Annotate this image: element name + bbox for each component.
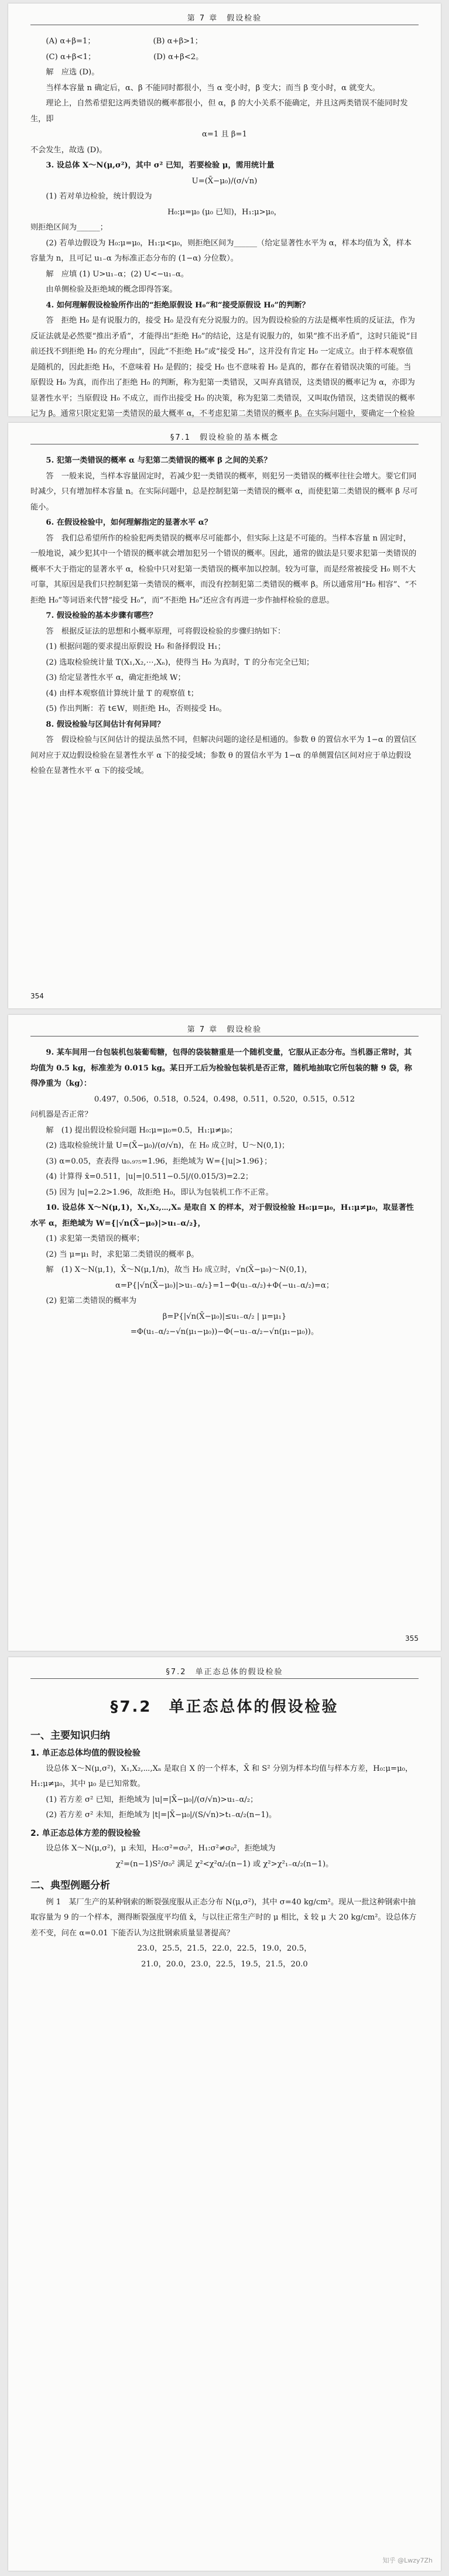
para: 不会发生，故选 (D)。 — [30, 145, 107, 155]
step: (2) 选取检验统计量 T(X₁,X₂,⋯,Xₙ)，使得当 H₀ 为真时，T 的分布完全已知； — [46, 658, 314, 667]
para: 解 (1) X～N(μ,1)，X̄～N(μ,1/n)，故当 H₀ 成立时，√n(X̄−μ₀)～N(0,1)， — [46, 1265, 313, 1274]
subsection-heading: 2. 单正态总体方差的假设检验 — [30, 1828, 140, 1838]
question: 4. 如何理解假设检验所作出的“拒绝原假设 H₀”和“接受原假设 H₀”的判断？ — [46, 300, 310, 310]
formula: χ²=(n−1)S²/σ₀² 满足 χ²<χ²α/₂(n−1) 或 χ²>χ²₁₋α/₂(n−1)。 — [115, 1859, 334, 1869]
formula: =Φ(u₁₋α/₂−√n(μ₁−μ₀))−Φ(−u₁₋α/₂−√n(μ₁−μ₀))。 — [130, 1328, 319, 1336]
page-body — [30, 453, 419, 779]
answer-line: 解 应选 (D)。 — [46, 68, 100, 77]
section-heading: 一、主要知识归纳 — [30, 1729, 110, 1742]
data-values: 21.0，20.0，23.0，22.5，19.5，21.5，20.0 — [141, 1959, 308, 1969]
page-header: §7.2 单正态总体的假设检验 — [166, 1668, 283, 1677]
page-header: §7.1 假设检验的基本概念 — [170, 433, 279, 442]
question: 7. 假设检验的基本步骤有哪些？ — [46, 611, 157, 620]
step: (4) 计算得 x̄=0.511，|u|=|0.511−0.5|/(0.015/3)=2.2； — [46, 1172, 253, 1181]
page-header: 第 7 章 假设检验 — [187, 14, 262, 23]
para: 设总体 X～N(μ,σ²)，X₁,X₂,⋯,Xₙ 是取自 X 的一个样本，X̄ 和 S² 分别为样本均值与样本方差，H₀:μ=μ₀，H₁:μ≠μ₀，其中 μ₀ 是已知常数。 — [30, 1764, 413, 1788]
question: 6. 在假设检验中，如何理解指定的显著水平 α？ — [46, 518, 212, 527]
page-body — [30, 1688, 419, 1972]
step: (2) 选取检验统计量 U=(X̄−μ₀)/(σ/√n)，在 H₀ 成立时，U～N(0,1)； — [46, 1141, 290, 1150]
para: 理论上，自然希望犯这两类错误的概率都很小，但 α，β 的大小关系不能确定，并且这两类错误不能同时发生，即 — [30, 99, 408, 124]
para: (2) 若方差 σ² 未知，拒绝域为 |t|=|X̄−μ₀|/(S/√n)>t₁₋α/₂(n−1)。 — [46, 1811, 277, 1819]
para: 答 假设检验与区间估计的提法虽然不同，但解决问题的途径是相通的。参数 θ 的置信水平为 1−α 的置信区间对应于双边假设检验在显著性水平 α 下的接受域；参数 θ 的置信水平为 1−α 的单侧置信区间对应于单边假设检验在显著性水平 α 下的接受域。 — [30, 735, 417, 775]
step: (3) 给定显著性水平 α，确定拒绝域 W； — [46, 673, 186, 682]
page-4 — [8, 1657, 441, 2571]
question: 10. 设总体 X～N(μ,1)，X₁,X₂,⋯,Xₙ 是取自 X 的样本，对于假设检验 H₀:μ=μ₀，H₁:μ≠μ₀，取显著性水平 α，拒绝域为 W={|√n(X̄−μ₀)|>u₁₋α/₂}， — [30, 1203, 414, 1228]
para: (2) 当 μ=μ₁ 时，求犯第二类错误的概率 β。 — [46, 1250, 199, 1259]
option-ab: (A) α+β=1； (B) α+β>1； — [46, 37, 203, 46]
step: (5) 作出判断：若 t∈W，则拒绝 H₀，否则接受 H₀。 — [46, 704, 227, 713]
formula: α=P{|√n(X̄−μ₀)|>u₁₋α/₂}=1−Φ(u₁₋α/₂)+Φ(−u₁₋α/₂)=α； — [115, 1281, 334, 1290]
page-body — [30, 34, 419, 437]
section-title: §7.2 单正态总体的假设检验 — [110, 1698, 339, 1716]
para: (2) 若单边假设为 H₀:μ=μ₀，H₁:μ<μ₀，则拒绝区间为______（给定显著性水平为 α，样本均值为 X̄，样本容量为 n，且可记 u₁₋α 为标准正态分布的 (1−α) 分位数）。 — [30, 238, 412, 263]
page-header: 第 7 章 假设检验 — [187, 1025, 262, 1034]
page-1 — [8, 4, 441, 416]
step: (4) 由样本观察值计算统计量 T 的观察值 t； — [46, 689, 198, 698]
step: (3) α=0.05，查表得 u₀.₉₇₅=1.96，拒绝域为 W={|u|>1.96}； — [46, 1157, 272, 1166]
formula: α=1 且 β=1 — [202, 130, 247, 139]
para: 由单侧检验及拒绝域的概念即得答案。 — [46, 285, 177, 294]
para: 设总体 X～N(μ,σ²)，μ 未知，H₀:σ²=σ₀²，H₁:σ²≠σ₀²，拒绝域为 — [46, 1844, 276, 1853]
para: (1) 若对单边检验，统计假设为 — [46, 192, 152, 201]
para: 答 我们总希望所作的检验犯两类错误的概率尽可能都小，但实际上这是不可能的。当样本容量 n 固定时，一般地说，减少犯其中一个错误的概率就会增加犯另一个错误的概率。因此，通常的做法是只要求犯第一类错误的概率不大于指定的显著水平 α，检验中只对犯第一类错误的概率加以控制。较为可靠，而是经常被接受 H₀ 则不大可靠，其原因是我们只控制犯第一类错误的概率，而没有控制犯第二类错误的概率 β。所以通常用“H₀ 相容”、“不拒绝 H₀”等词语来代替“接受 H₀”，而“不拒绝 H₀”还应含有再进一步作抽样检验的意思。 — [30, 533, 417, 605]
para: 答 一般来说，当样本容量固定时，若减少犯一类错误的概率，则犯另一类错误的概率往往会增大。要它们同时减少，只有增加样本容量 n。在实际问题中，总是控制犯第一类错误的概率 α，而使犯第二类错误的概率 β 尽可能小。 — [30, 471, 418, 512]
example: 例 1 某厂生产的某种钢索的断裂强度服从正态分布 N(μ,σ²)，其中 σ=40 kg/cm²。现从一批这种钢索中抽取容量为 9 的一个样本，测得断裂强度平均值 x̄，与以往正常生产时的 μ 相比，x̄ 较 μ 大 20 kg/cm²。设总体方差不变，问在 α=0.01 下能否认为这批钢索质量显著提高？ — [30, 1897, 417, 1938]
question: 8. 假设检验与区间估计有何异同？ — [46, 720, 165, 729]
question: 5. 犯第一类错误的概率 α 与犯第二类错误的概率 β 之间的关系？ — [46, 456, 272, 465]
answer-line: 解 应填 (1) U>u₁₋α；(2) U<−u₁₋α。 — [46, 269, 189, 279]
para: (2) 犯第二类错误的概率为 — [46, 1296, 137, 1305]
step: (5) 因为 |u|=2.2>1.96，故拒绝 H₀，即认为包装机工作不正常。 — [46, 1188, 273, 1197]
para: 问机器是否正常？ — [30, 1110, 92, 1119]
section-heading: 二、典型例题分析 — [30, 1880, 110, 1891]
watermark: 知乎 @Lwzy7Zh — [382, 2557, 433, 2564]
para: 答 根据反证法的思想和小概率原理，可将假设检验的步骤归纳如下： — [46, 627, 286, 636]
option-cd: (C) α+β<1； (D) α+β<2。 — [46, 52, 204, 61]
para: 答 拒绝 H₀ 是有说服力的，接受 H₀ 是没有充分说服力的。因为假设检验的方法是概率性质的反证法，作为反证法就是必然要“推出矛盾”，才能得出“拒绝 H₀”的结论，这是有说服力的，如果“推不出矛盾”，这时只能说“目前还找不到拒绝 H₀ 的充分理由”，因此“不拒绝 H₀”或“接受 H₀”，这并没有肯定 H₀ 一定成立。由于样本观察值是随机的，因此拒绝 H₀，不意味着 H₀ 是假的；接受 H₀ 也不意味着 H₀ 是真的，都存在着错误决策的可能。当原假设 H₀ 为真，而作出了拒绝 H₀ 的判断，称为犯第一类错误，又叫弃真错误，这类错误的概率记为 α，亦即为显著性水平；当原假设 H₀ 不成立，而作出接受 H₀ 的决策，称为犯第二类错误，又叫取伪错误，这类错误的概率记为 β。通常只限定犯第一类错误的最大概率 α，不考虑犯第二类错误的概率 β。在实际问题中，要确定一个检验 — [30, 316, 418, 418]
question: 3. 设总体 X～N(μ,σ²)，其中 σ² 已知，若要检验 μ，需用统计量 — [46, 161, 275, 170]
para: (1) 若方差 σ² 已知，拒绝域为 |u|=|X̄−μ₀|/(σ/√n)>u₁₋α/₂； — [46, 1795, 258, 1804]
formula: β=P{|√n(X̄−μ₀)|≤u₁₋α/₂ | μ=μ₁} — [162, 1312, 287, 1321]
data-values: 0.497，0.506，0.518，0.524，0.498，0.511，0.520，0.515，0.512 — [94, 1094, 355, 1104]
step: (1) 根据问题的要求提出原假设 H₀ 和备择假设 H₁； — [46, 642, 225, 651]
question: 9. 某车间用一台包装机包装葡萄糖，包得的袋装糖重是一个随机变量，它服从正态分布。当机器正常时，其均值为 0.5 kg，标准差为 0.015 kg。某日开工后为检验包装机是否正常，随机地抽取它所包装的糖 9 袋，称得净重为（kg）： — [30, 1048, 412, 1088]
formula: U=(X̄−μ₀)/(σ/√n) — [191, 176, 258, 186]
page-number: 355 — [405, 1634, 419, 1643]
subsection-heading: 1. 单正态总体均值的假设检验 — [30, 1749, 140, 1758]
page-3 — [8, 1015, 441, 1651]
page-number: 354 — [30, 992, 44, 1000]
formula: H₀:μ=μ₀ (μ₀ 已知)，H₁:μ>μ₀， — [167, 207, 282, 217]
data-values: 23.0，25.5，21.5，22.0，22.5，19.0，20.5， — [137, 1944, 312, 1953]
page-body — [30, 1045, 419, 1340]
step: 解 (1) 提出假设检验问题 H₀:μ=μ₀=0.5，H₁:μ≠μ₀； — [46, 1125, 238, 1135]
page-2 — [8, 423, 441, 1008]
header-rule — [30, 1678, 419, 1679]
para: 当样本容量 n 确定后，α、β 不能同时都很小，当 α 变小时，β 变大；而当 β 变小时，α 就变大。 — [46, 83, 380, 93]
para: 则拒绝区间为______； — [30, 223, 108, 232]
para: (1) 求犯第一类错误的概率； — [46, 1234, 145, 1243]
